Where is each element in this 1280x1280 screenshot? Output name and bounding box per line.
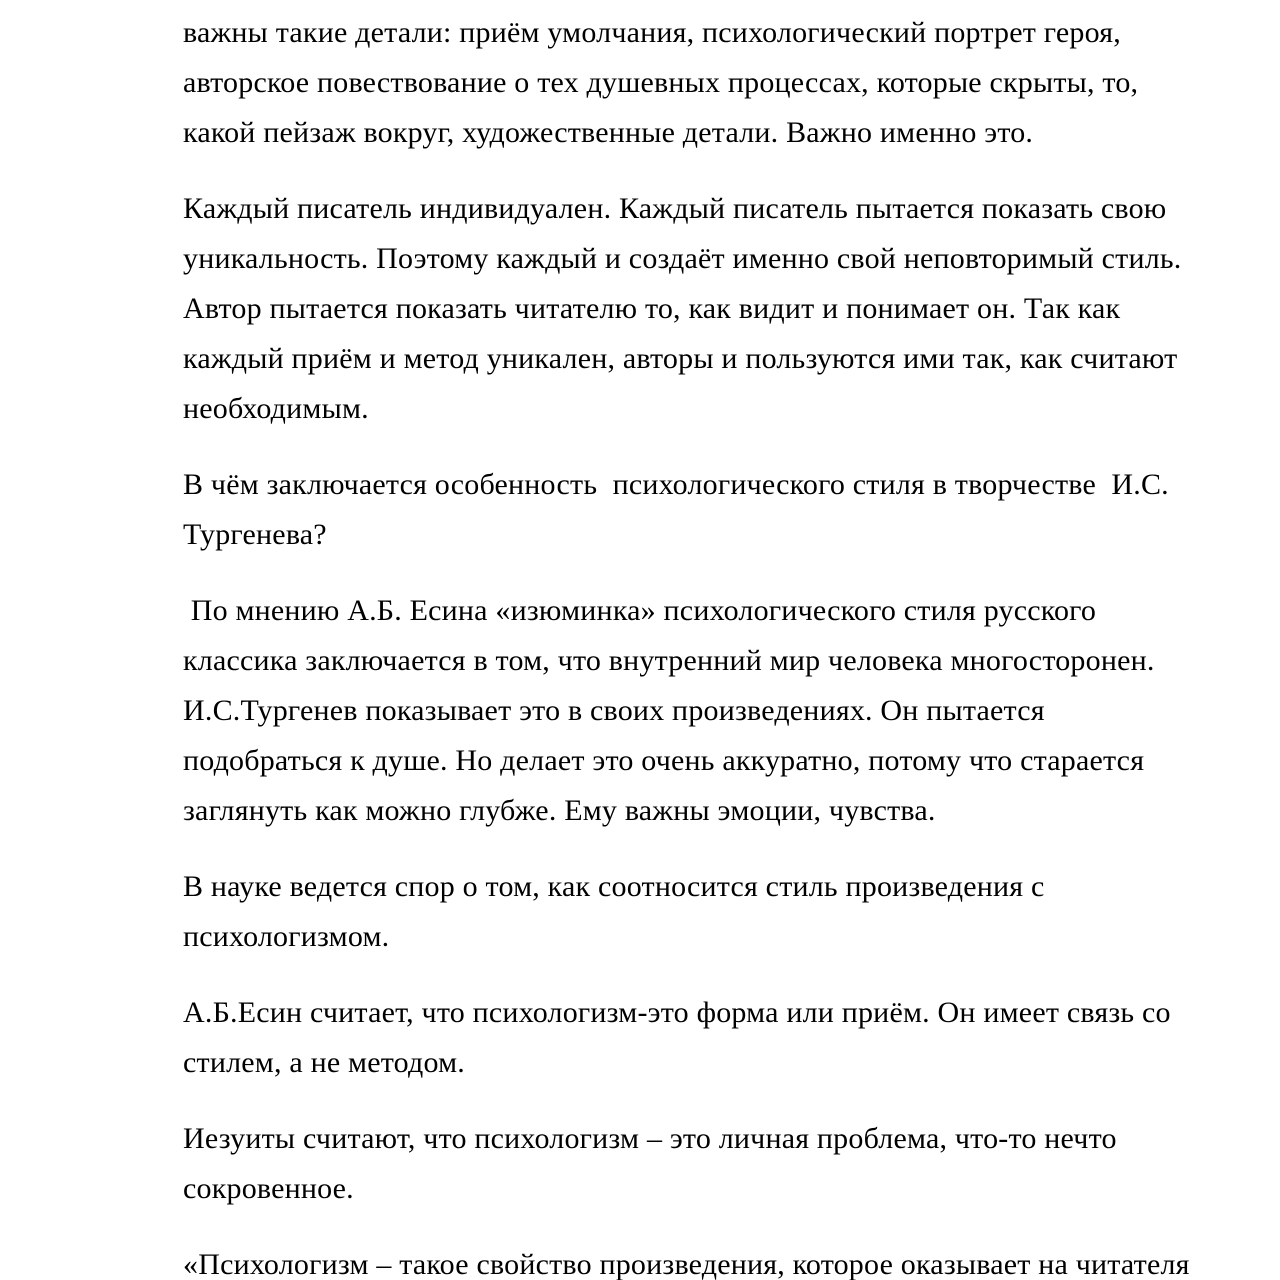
text-line: заглянуть как можно глубже. Ему важны эмоции, чувства. bbox=[183, 794, 936, 827]
text-line: уникальность. Поэтому каждый и создаёт именно свой неповторимый стиль. bbox=[183, 242, 1182, 275]
text-line: необходимым. bbox=[183, 392, 369, 425]
text-line: каждый приём и метод уникален, авторы и пользуются ими так, как считают bbox=[183, 342, 1178, 375]
text-line: сокровенное. bbox=[183, 1172, 354, 1205]
text-line: стилем, а не методом. bbox=[183, 1046, 465, 1079]
text-line: И.С.Тургенев показывает это в своих произведениях. Он пытается bbox=[183, 694, 1045, 727]
text-line: В науке ведется спор о том, как соотносится стиль произведения с bbox=[183, 870, 1045, 903]
text-line: какой пейзаж вокруг, художественные детали. Важно именно это. bbox=[183, 116, 1034, 149]
paragraph bbox=[183, 988, 1180, 1088]
paragraph bbox=[183, 460, 1180, 560]
text-line: «Психологизм – такое свойство произведения, которое оказывает на читателя bbox=[183, 1248, 1190, 1280]
paragraph bbox=[183, 184, 1180, 434]
text-line: Каждый писатель индивидуален. Каждый писатель пытается показать свою bbox=[183, 192, 1167, 225]
paragraph bbox=[183, 8, 1180, 158]
text-line: психологизмом. bbox=[183, 920, 390, 953]
text-line: Иезуиты считают, что психологизм – это личная проблема, что-то нечто bbox=[183, 1122, 1117, 1155]
text-line: А.Б.Есин считает, что психологизм-это форма или приём. Он имеет связь со bbox=[183, 996, 1171, 1029]
text-line: важны такие детали: приём умолчания, психологический портрет героя, bbox=[183, 16, 1121, 49]
paragraph bbox=[183, 1114, 1180, 1214]
paragraph bbox=[183, 586, 1180, 836]
document-text-block bbox=[183, 8, 1190, 1280]
text-line: подобраться к душе. Но делает это очень аккуратно, потому что старается bbox=[183, 744, 1145, 777]
paragraph bbox=[183, 862, 1180, 962]
text-line: Тургенева? bbox=[183, 518, 327, 551]
paragraph bbox=[183, 1240, 1190, 1280]
text-line: В чём заключается особенность психологического стиля в творчестве И.С. bbox=[183, 468, 1169, 501]
text-line: классика заключается в том, что внутренний мир человека многосторонен. bbox=[183, 644, 1155, 677]
text-line: По мнению А.Б. Есина «изюминка» психологического стиля русского bbox=[183, 594, 1097, 627]
text-line: авторское повествование о тех душевных процессах, которые скрыты, то, bbox=[183, 66, 1139, 99]
text-line: Автор пытается показать читателю то, как видит и понимает он. Так как bbox=[183, 292, 1121, 325]
